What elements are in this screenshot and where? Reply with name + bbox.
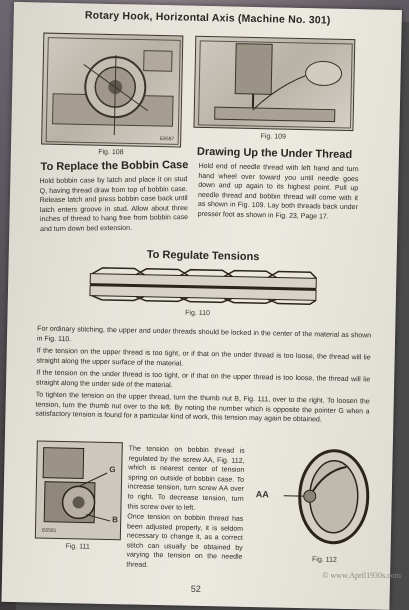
bobbin-case-illustration	[42, 34, 184, 149]
under-thread-illustration	[194, 37, 356, 132]
figure-108-image	[41, 33, 183, 148]
figure-111-label-b: B	[112, 515, 119, 525]
figure-111-label-g: G	[109, 465, 116, 475]
book-page	[1, 2, 401, 610]
figure-111-caption: Fig. 111	[65, 543, 90, 551]
under-thread-section-text: Hold end of needle thread with left hand and turn hand wheel over toward you until needle goes down and up again to its highest point. Pull up needle thread and bobbin thread will come with it as shown in Fig. 109. Lay both threads back under presser foot as shown in Fig. 23, Page 17.	[197, 162, 359, 221]
bobbin-section-text: Hold bobbin case by latch and place it on stud Q, having thread draw from top of bobbin case. Release latch and press bobbin case back until latch enters groove in stud. Allow about three inches of thread to hang free from bobbin case and turn down bed extension.	[39, 176, 189, 234]
stitch-diagram	[88, 266, 319, 307]
bobbin-case-screw-illustration	[253, 439, 377, 554]
figure-111-image	[35, 441, 123, 541]
bobbin-section-title: To Replace the Bobbin Case	[40, 159, 189, 174]
tensions-paragraph-6: Once tension on bobbin thread has been adjusted properly, it is seldom necessary to change it, as a correct stitch can usually be obtained by varying the tension on the needle thread.	[126, 513, 244, 569]
figure-109-image	[193, 36, 355, 131]
tensions-paragraph-4: To tighten the tension on the upper thread, turn the thumb nut B, Fig. 111, over to the right. To loosen the tension, turn the thumb nut over to the left. By noting the number which is opposite the pointer G when a satisfactory tension is found for a particular kind of work, this tension may again be obtained.	[35, 391, 370, 424]
watermark: © www.April1930s.com	[322, 571, 401, 580]
tensions-paragraph-1: For ordinary stitching, the upper and under threads should be locked in the center of the material as shown in Fig. 110.	[36, 325, 372, 343]
figure-111-code: E6581	[41, 527, 57, 534]
figure-110-image	[88, 266, 319, 307]
page-header: Rotary Hook, Horizontal Axis (Machine No. 301)	[84, 9, 331, 27]
figure-108-caption: Fig. 108	[98, 148, 124, 157]
figure-108-code: E8587	[159, 136, 175, 143]
tensions-paragraph-3: If the tension on the under thread is too tight, or if that on the upper thread is too loose, the thread will lie straight along the under side of the material.	[36, 369, 371, 389]
thumb-nut-illustration	[36, 442, 124, 542]
page-number: 52	[190, 583, 201, 594]
tensions-paragraph-5: The tension on bobbin thread is regulated by the screw AA, Fig. 112, which is nearest center of tension spring on outside of bobbin case. To increase tension, turn screw AA over to right. To decrease tension, turn this screw over to left.	[127, 445, 245, 512]
tensions-paragraph-2: If the tension on the upper thread is too tight, or if that on the under thread is too loose, the thread will lie straight along the upper surface of the material.	[36, 347, 371, 368]
figure-109-caption: Fig. 109	[260, 133, 286, 141]
under-thread-section-title: Drawing Up the Under Thread	[196, 145, 353, 162]
tensions-section-title: To Regulate Tensions	[146, 248, 260, 264]
figure-112-caption: Fig. 112	[311, 556, 337, 564]
figure-110-caption: Fig. 110	[185, 309, 211, 318]
figure-112-label-aa: AA	[255, 489, 269, 500]
figure-112-image	[253, 439, 377, 554]
